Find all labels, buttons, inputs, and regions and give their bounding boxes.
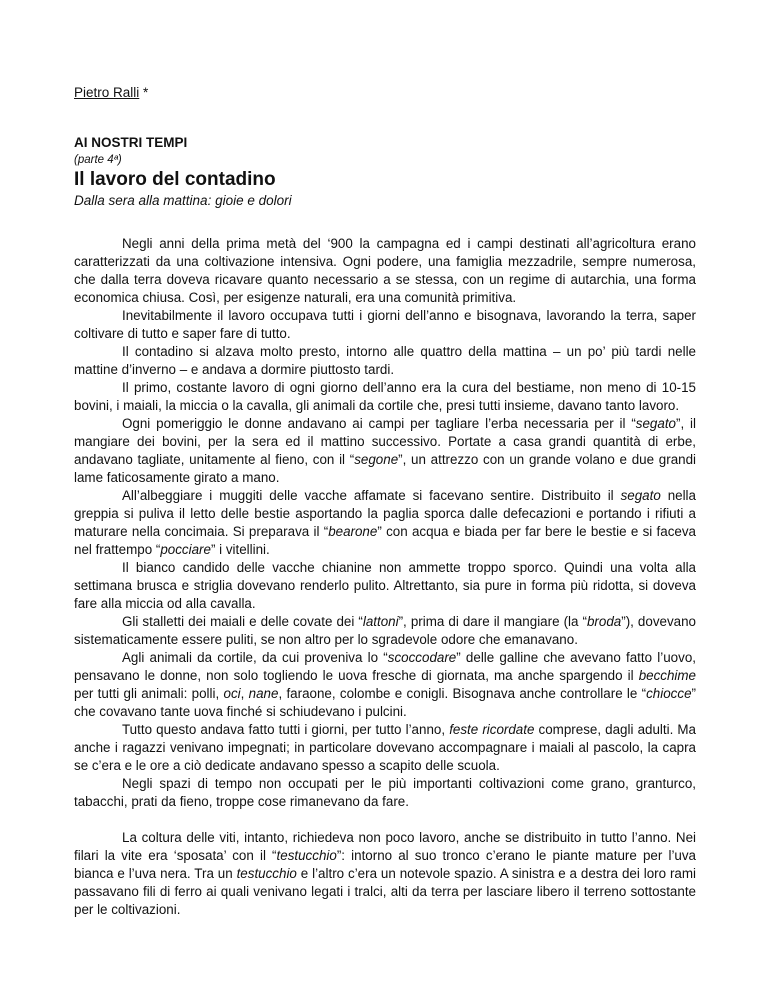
text-run: Gli stalletti dei maiali e delle covate dei “ — [122, 614, 363, 629]
text-run: , — [240, 686, 249, 701]
paragraph-4: Il primo, costante lavoro di ogni giorno dell’anno era la cura del bestiame, non meno di 10-15 bovini, i maiali, la miccia o la cavalla, gli animali da cortile che, presi tutti insieme, davano tanto lavoro. — [74, 380, 696, 413]
text-run: ”), dovevano sistematicamente essere puliti, se non altro per lo sgradevole odore che emanavano. — [74, 614, 697, 647]
dialect-term: segato — [635, 416, 676, 431]
text-run: ”, prima di dare il mangiare (la “ — [398, 614, 587, 629]
text-run: ” i vitellini. — [210, 542, 270, 557]
article-subtitle: Dalla sera alla mattina: gioie e dolori — [74, 193, 292, 208]
paragraph-3: Il contadino si alzava molto presto, intorno alle quattro della mattina – un po’ più tardi nelle mattine d’inverno – e andava a dormire piuttosto tardi. — [74, 344, 696, 377]
text-run: ” che covavano tante uova finché si schiudevano i pulcini. — [74, 686, 696, 719]
text-run: ” delle galline che avevano fatto l’uovo, pensavano le donne, non solo togliendo le uova fresche di giornata, ma anche spargendo il — [74, 650, 696, 683]
text-run: nella greppia si puliva il letto delle bestie asportando la paglia sporca dalle defecazioni e portando i rifiuti a maturare nella concimaia. Si preparava il “ — [74, 488, 696, 539]
author-line — [74, 84, 148, 102]
paragraph-9 — [74, 649, 696, 721]
text-run: e l’altro c’era un notevole spazio. A sinistra e a destra dei loro rami passavano fili di ferro ai quali venivano legati i tralci, alti da terra per lasciare libero il terreno sottostante per le coltivazioni. — [74, 866, 697, 917]
article-body — [74, 235, 696, 919]
author-footnote-mark: * — [139, 85, 149, 100]
dialect-term: nane — [248, 686, 279, 701]
text-run: ” con acqua e biada per far bere le bestie e si faceva nel frattempo “ — [74, 524, 696, 557]
text-run: All’albeggiare i muggiti delle vacche affamate si facevano sentire. Distribuito il — [122, 488, 621, 503]
part-label: (parte 4ª) — [74, 154, 122, 166]
dialect-term: becchime — [638, 668, 696, 683]
paragraph-8 — [74, 613, 696, 649]
section-label: AI NOSTRI TEMPI — [74, 135, 188, 150]
dialect-term: lattoni — [362, 614, 399, 629]
paragraph-7: Il bianco candido delle vacche chianine non ammette troppo sporco. Quindi una volta alla settimana brusca e striglia dovevano renderlo pulito. Altrettanto, sia pure in forma più ridotta, si doveva fare alla miccia od alla cavalla. — [74, 560, 696, 611]
dialect-term: broda — [586, 614, 622, 629]
text-run: ”: intorno al suo tronco c’erano le piante mature per l’uva bianca e l’uva nera. Tra un — [74, 848, 697, 881]
dialect-term: oci — [223, 686, 241, 701]
paragraph-10 — [74, 721, 696, 775]
paragraph-12 — [74, 829, 696, 919]
paragraph-11: Negli spazi di tempo non occupati per le più importanti coltivazioni come grano, granturco, tabacchi, prati da fieno, troppe cose rimanevano da fare. — [74, 776, 696, 809]
paragraph-2: Inevitabilmente il lavoro occupava tutti i giorni dell’anno e bisognava, lavorando la terra, saper coltivare di tutto e saper fare di tutto. — [74, 308, 696, 341]
text-run: ”, un attrezzo con un grande volano e due grandi lame faticosamente girato a mano. — [74, 452, 697, 485]
dialect-term: segone — [354, 452, 399, 467]
dialect-term: pocciare — [160, 542, 211, 557]
paragraph-1: Negli anni della prima metà del ‘900 la campagna ed i campi destinati all’agricoltura erano caratterizzati da una coltivazione intensiva. Ogni podere, una famiglia mezzadrile, sempre numerosa, che dalla terra doveva ricavare quanto necessario a se stessa, con un regime di autarchia, una forma economica chiusa. Così, per esigenze naturali, era una comunità primitiva. — [74, 236, 696, 305]
text-run: Tutto questo andava fatto tutti i giorni, per tutto l’anno, — [122, 722, 450, 737]
text-run: comprese, dagli adulti. Ma anche i ragazzi venivano impegnati; in particolare dovevano accompagnare i maiali al pascolo, la capra se c’era e le ore a ciò dedicate andavano spesso a scapito delle scuola. — [74, 722, 697, 773]
article-title: Il lavoro del contadino — [74, 169, 276, 190]
text-run: Ogni pomeriggio le donne andavano ai campi per tagliare l’erba necessaria per il “ — [122, 416, 636, 431]
dialect-term: segato — [620, 488, 661, 503]
text-run: ”, il mangiare dei bovini, per la sera ed il mattino successivo. Portate a casa grandi quantità di erbe, andavano tagliate, unitamente al fieno, con il “ — [74, 416, 696, 467]
text-run: , faraone, colombe e conigli. Bisognava anche controllare le “ — [278, 686, 647, 701]
dialect-term: scoccodare — [387, 650, 457, 665]
dialect-term: bearone — [328, 524, 378, 539]
dialect-term: testucchio — [276, 848, 337, 863]
text-run: per tutti gli animali: polli, — [74, 686, 224, 701]
dialect-term: feste ricordate — [449, 722, 535, 737]
dialect-term: testucchio — [236, 866, 297, 881]
dialect-term: chiocce — [646, 686, 692, 701]
text-run: Agli animali da cortile, da cui proveniva lo “ — [122, 650, 388, 665]
paragraph-6 — [74, 487, 696, 559]
paragraph-5 — [74, 415, 696, 487]
author-name[interactable]: Pietro Ralli — [74, 85, 140, 100]
text-run: La coltura delle viti, intanto, richiedeva non poco lavoro, anche se distribuito in tutto l’anno. Nei filari la vite era ‘sposata’ con il “ — [74, 830, 696, 863]
